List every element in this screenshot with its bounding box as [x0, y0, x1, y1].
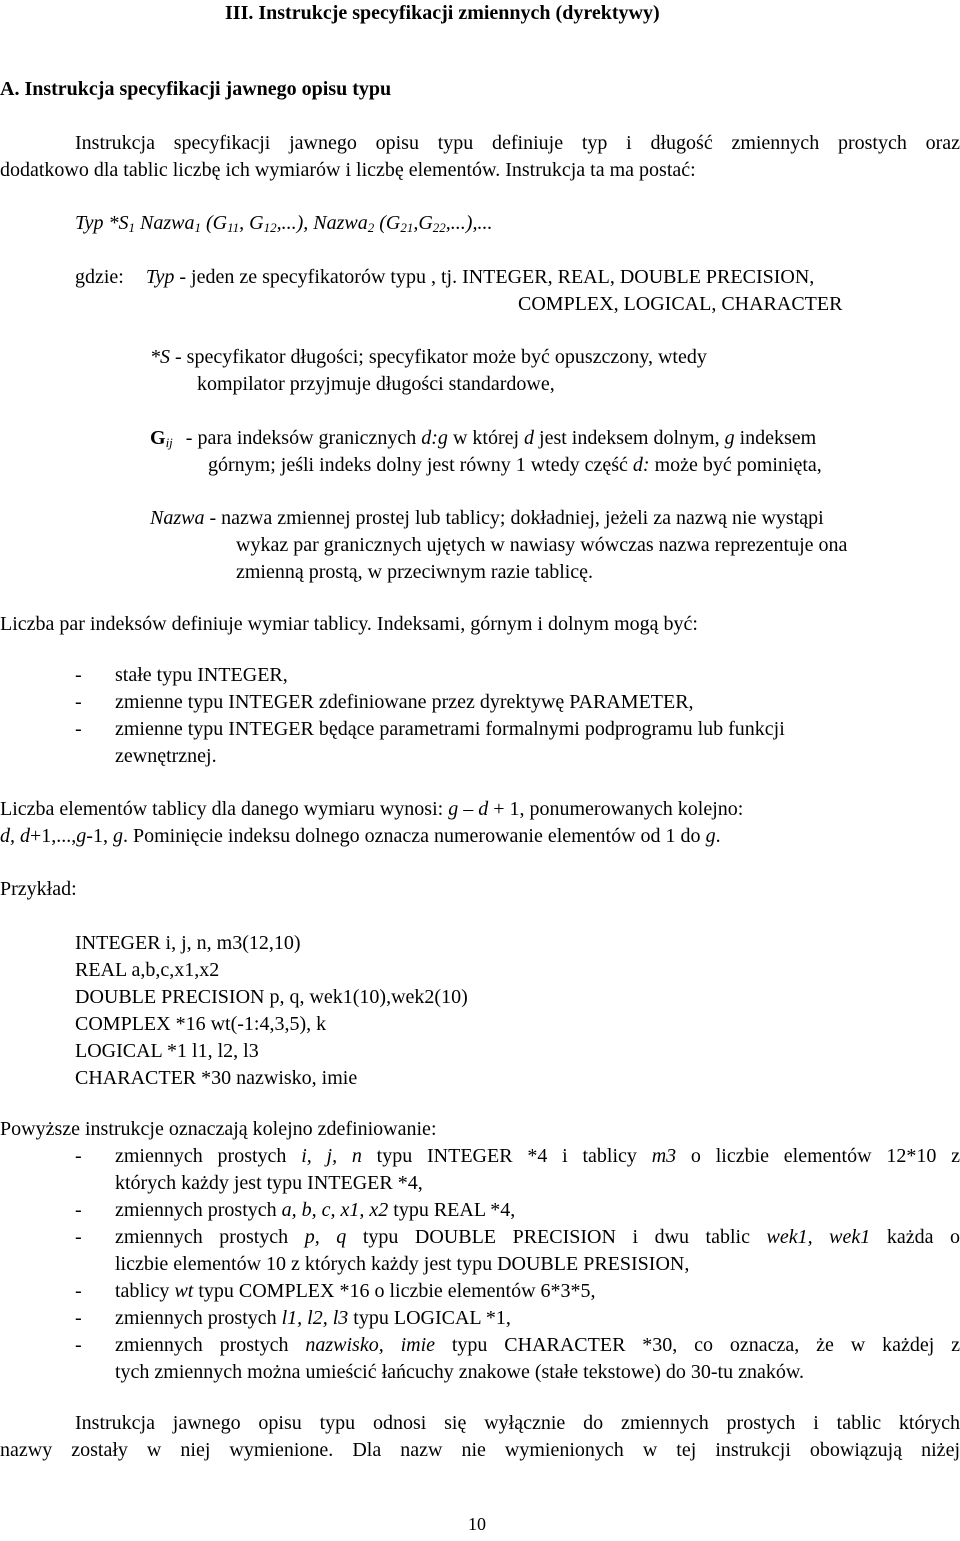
g-term: G: [150, 427, 166, 449]
bullet-dash: -: [75, 691, 82, 713]
nazwa-def-continued-1: wykaz par granicznych ujętych w nawiasy wówczas nazwa reprezentuje ona: [236, 534, 848, 556]
meaning-item-continued: liczbie elementów 10 z których każdy jest typu DOUBLE PRESISION,: [115, 1253, 690, 1275]
intro-line-1: Instrukcja specyfikacji jawnego opisu typu definiuje typ i długość zmiennych prostych oraz: [75, 132, 960, 154]
meaning-item: zmiennych prostych nazwisko, imie typu CHARACTER *30, co oznacza, że w każdej z: [115, 1334, 960, 1356]
meaning-item-continued: tych zmiennych można umieścić łańcuchy znakowe (stałe tekstowe) do 30-tu znaków.: [115, 1361, 805, 1383]
subsection-title: A. Instrukcja specyfikacji jawnego opisu typu: [0, 78, 392, 100]
meaning-item: zmiennych prostych i, j, n typu INTEGER *4 i tablicy m3 o liczbie elementów 12*10 z: [115, 1145, 960, 1167]
s-def-line: *S - specyfikator długości; specyfikator może być opuszczony, wtedy: [150, 346, 707, 368]
s-term: *S: [150, 346, 170, 368]
dimension-sentence: Liczba par indeksów definiuje wymiar tablicy. Indeksami, górnym i dolnym mogą być:: [0, 613, 698, 635]
typ-def-continued: COMPLEX, LOGICAL, CHARACTER: [518, 293, 843, 315]
bullet-dash: -: [75, 1199, 82, 1221]
section-title: III. Instrukcje specyfikacji zmiennych (dyrektywy): [225, 2, 660, 24]
code-line: REAL a,b,c,x1,x2: [75, 959, 220, 981]
typ-term: Typ: [145, 266, 175, 288]
g-def-line: $G_{ij}$ - para indeksów granicznych d:g w której d jest indeksem dolnym, g indeksem: [150, 427, 817, 450]
example-label: Przykład:: [0, 878, 77, 900]
code-line: LOGICAL *1 l1, l2, l3: [75, 1040, 259, 1062]
bullet-dash: -: [75, 1226, 82, 1248]
meaning-item: tablicy wt typu COMPLEX *16 o liczbie elementów 6*3*5,: [115, 1280, 596, 1302]
meaning-item: zmiennych prostych l1, l2, l3 typu LOGICAL *1,: [115, 1307, 511, 1329]
bullet-dash: -: [75, 1334, 82, 1356]
code-line: CHARACTER *30 nazwisko, imie: [75, 1067, 358, 1089]
bullet-dash: -: [75, 664, 82, 686]
code-line: DOUBLE PRECISION p, q, wek1(10),wek2(10): [75, 986, 468, 1008]
code-line: INTEGER i, j, n, m3(12,10): [75, 932, 301, 954]
bullet-item-continued: zewnętrznej.: [115, 745, 217, 767]
nazwa-def-continued-2: zmienną prostą, w przeciwnym razie tablicę.: [236, 561, 594, 583]
bullet-dash: -: [75, 718, 82, 740]
closing-line-2: nazwy zostały w niej wymienione. Dla nazw nie wymienionych w tej instrukcji obowiązują niżej: [0, 1439, 960, 1461]
bullet-item: zmienne typu INTEGER zdefiniowane przez dyrektywę PARAMETER,: [115, 691, 694, 713]
intro-line-2: dodatkowo dla tablic liczbę ich wymiarów i liczbę elementów. Instrukcja ta ma postać:: [0, 159, 696, 181]
nazwa-term: Nazwa: [150, 507, 205, 529]
g-def-continued: górnym; jeśli indeks dolny jest równy 1 wtedy część d: może być pominięta,: [208, 454, 822, 476]
elements-line-1: Liczba elementów tablicy dla danego wymiaru wynosi: g – d + 1, ponumerowanych kolejno:: [0, 798, 744, 820]
bullet-item: stałe typu INTEGER,: [115, 664, 288, 686]
code-line: COMPLEX *16 wt(-1:4,3,5), k: [75, 1013, 327, 1035]
bullet-dash: -: [75, 1280, 82, 1302]
meaning-item-continued: których każdy jest typu INTEGER *4,: [115, 1172, 423, 1194]
meaning-item: zmiennych prostych p, q typu DOUBLE PRECISION i dwu tablic wek1, wek1 każda o: [115, 1226, 960, 1248]
syntax-line: Typ $*S_1$ Nazwa$_1$ ($G_{11}$, $G_{12}$,...), Nazwa$_2$ $(G_{21},G_{22},...)$,...: [75, 212, 493, 235]
s-def-continued: kompilator przyjmuje długości standardowe,: [197, 373, 555, 395]
where-label: gdzie:: [75, 266, 124, 288]
page-number: 10: [468, 1514, 486, 1534]
meaning-item: zmiennych prostych a, b, c, x1, x2 typu REAL *4,: [115, 1199, 516, 1221]
bullet-dash: -: [75, 1307, 82, 1329]
closing-line-1: Instrukcja jawnego opisu typu odnosi się wyłącznie do zmiennych prostych i tablic których: [75, 1412, 960, 1434]
bullet-item: zmienne typu INTEGER będące parametrami formalnymi podprogramu lub funkcji: [115, 718, 785, 740]
nazwa-def-line: Nazwa - nazwa zmiennej prostej lub tablicy; dokładniej, jeżeli za nazwą nie wystąpi: [150, 507, 824, 529]
where-typ-line: gdzie: Typ - jeden ze specyfikatorów typu , tj. INTEGER, REAL, DOUBLE PRECISION,: [75, 266, 815, 288]
meaning-intro: Powyższe instrukcje oznaczają kolejno zdefiniowanie:: [0, 1118, 437, 1140]
bullet-dash: -: [75, 1145, 82, 1167]
elements-line-2: d, d+1,...,g-1, g. Pominięcie indeksu dolnego oznacza numerowanie elementów od 1 do g.: [0, 825, 721, 847]
